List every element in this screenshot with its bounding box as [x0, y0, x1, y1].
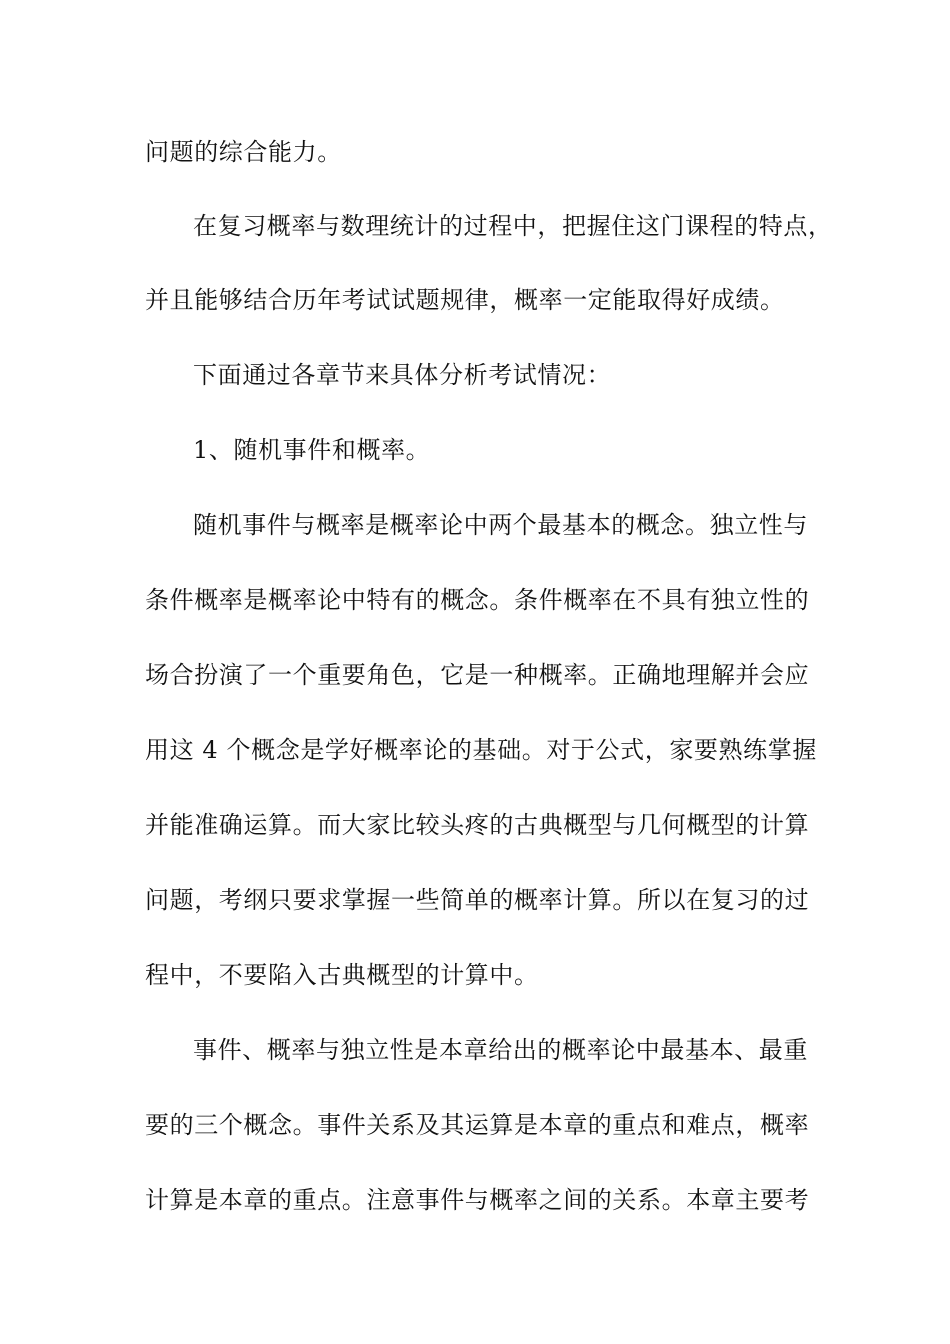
paragraph-start: 在复习概率与数理统计的过程中，把握住这门课程的特点， — [193, 212, 833, 240]
text-line: 要的三个概念。事件关系及其运算是本章的重点和难点，概率 — [145, 1111, 810, 1139]
text-line: 场合扮演了一个重要角色，它是一种概率。正确地理解并会应 — [145, 661, 810, 689]
text-line: 条件概率是概率论中特有的概念。条件概率在不具有独立性的 — [145, 586, 810, 614]
text-line: 并且能够结合历年考试试题规律，概率一定能取得好成绩。 — [145, 286, 785, 314]
text-line: 计算是本章的重点。注意事件与概率之间的关系。本章主要考 — [145, 1186, 810, 1214]
text-line: 用这 4 个概念是学好概率论的基础。对于公式，家要熟练掌握 — [145, 736, 817, 764]
text-line: 问题，考纲只要求掌握一些简单的概率计算。所以在复习的过 — [145, 886, 810, 914]
section-heading: 1、随机事件和概率。 — [193, 436, 431, 464]
text-line: 问题的综合能力。 — [145, 138, 342, 166]
text-line: 并能准确运算。而大家比较头疼的古典概型与几何概型的计算 — [145, 811, 810, 839]
text-line: 程中，不要陷入古典概型的计算中。 — [145, 961, 539, 989]
paragraph-start: 下面通过各章节来具体分析考试情况： — [193, 361, 612, 389]
paragraph-start: 事件、概率与独立性是本章给出的概率论中最基本、最重 — [193, 1036, 808, 1064]
paragraph-start: 随机事件与概率是概率论中两个最基本的概念。独立性与 — [193, 511, 808, 539]
